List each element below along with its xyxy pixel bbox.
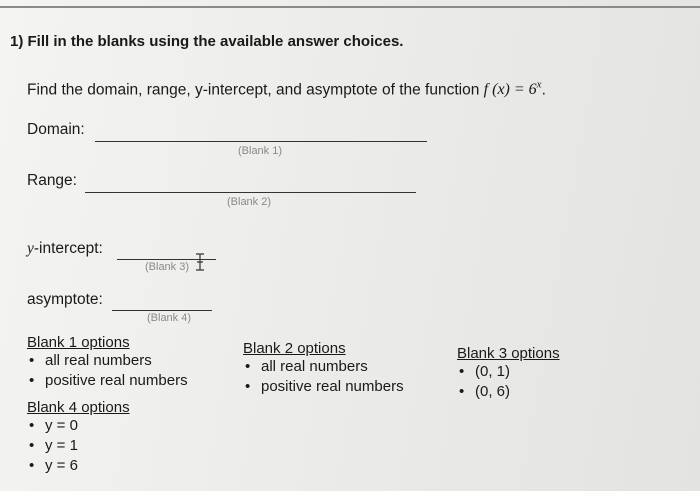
domain-label: Domain: [27, 121, 85, 138]
blank4-options-heading: Blank 4 options [27, 399, 130, 416]
asymptote-blank-placeholder[interactable]: (Blank 4) [147, 312, 192, 324]
function-expression: f $(x) = 6^x$ [483, 79, 542, 99]
blank2-options-heading: Blank 2 options [243, 340, 346, 357]
prompt-period: . [541, 81, 546, 99]
blank3-options-heading: Blank 3 options [457, 345, 560, 362]
blank3-options-list [457, 362, 510, 402]
text-cursor-icon [191, 253, 209, 271]
question-title: 1) Fill in the blanks using the available answer choices. [10, 33, 404, 50]
range-label: Range: [27, 172, 77, 189]
asymptote-blank-line[interactable] [112, 310, 212, 311]
y-intercept-label: y-intercept: [27, 240, 103, 257]
list-item: • (0, 1) [457, 362, 510, 382]
list-item: • positive real numbers [243, 377, 404, 397]
range-blank-placeholder[interactable]: (Blank 2) [227, 196, 272, 208]
function-exponent: x [536, 79, 542, 91]
question-prompt [27, 79, 546, 99]
list-item: • y = 6 [27, 456, 78, 476]
blank4-options-list [27, 416, 78, 476]
list-item: • y = 1 [27, 436, 78, 456]
blank1-options-heading: Blank 1 options [27, 334, 130, 351]
blank1-options-list [27, 351, 188, 391]
asymptote-label: asymptote: [27, 291, 103, 308]
top-divider [0, 6, 700, 8]
domain-blank-placeholder[interactable]: (Blank 1) [238, 145, 283, 157]
list-item: • all real numbers [27, 351, 188, 371]
prompt-text: Find the domain, range, y-intercept, and asymptote of the function [27, 81, 480, 99]
domain-blank-line[interactable] [95, 141, 427, 142]
list-item: • (0, 6) [457, 382, 510, 402]
y-intercept-blank-placeholder[interactable]: (Blank 3) [145, 261, 190, 273]
range-blank-line[interactable] [85, 192, 416, 193]
list-item: • positive real numbers [27, 371, 188, 391]
blank2-options-list [243, 357, 404, 397]
list-item: • all real numbers [243, 357, 404, 377]
list-item: • y = 0 [27, 416, 78, 436]
